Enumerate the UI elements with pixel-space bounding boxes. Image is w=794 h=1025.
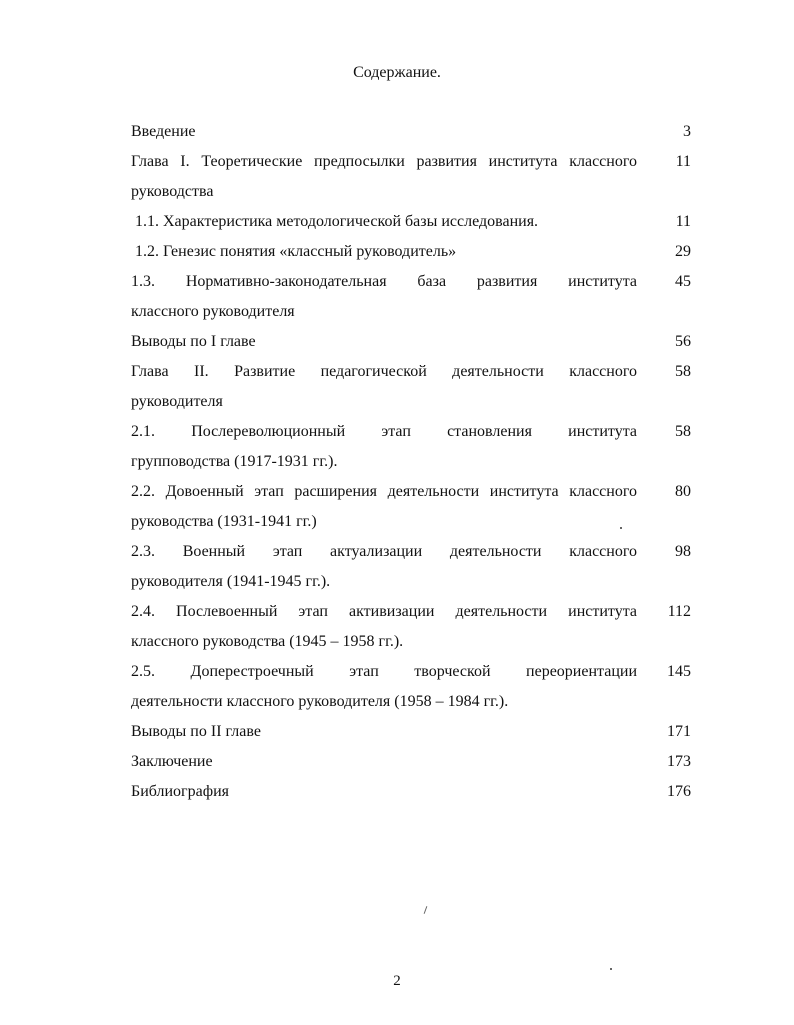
toc-entry-text: групповодства (1917-1931 гг.). [131,453,338,470]
toc-entry-text: 1.2. Генезис понятия «классный руководитель» [135,243,457,260]
toc-entry-conclusion [131,747,691,777]
toc-entry-section-2-1 [131,417,691,477]
toc-entry-page: 58 [675,363,691,380]
toc-entry-section-1-2 [131,237,691,267]
toc-entry-page: 29 [675,243,691,260]
toc-entry-text: 1.3. Нормативно-законодательная база развития института [131,273,637,290]
toc-entry-page: 112 [667,603,691,620]
toc-entry-text: 2.1. Послереволюционный этап становления института [131,423,637,440]
toc-entry-page: 58 [675,423,691,440]
toc-entry-section-2-3 [131,537,691,597]
toc-entry-section-2-4 [131,597,691,657]
toc-entry-text: Библиография [131,783,229,800]
toc-entry-text: 2.3. Военный этап актуализации деятельности классного [131,543,637,560]
scan-speck [610,968,612,970]
toc-entry-text: Глава II. Развитие педагогической деятельности классного [131,363,637,380]
toc-entry-section-1-1 [131,207,691,237]
page-number: 2 [393,973,401,989]
toc-entry-text: руководителя [131,393,223,410]
toc-entry-page: 145 [667,663,691,680]
toc-entry-introduction [131,117,691,147]
table-of-contents [131,117,691,807]
toc-entry-page: 173 [667,753,691,770]
page-title: Содержание. [353,64,441,81]
toc-entry-text: 2.5. Доперестроечный этап творческой переориентации [131,663,637,680]
toc-entry-page: 11 [675,213,691,230]
toc-entry-page: 11 [675,153,691,170]
scan-speck [424,906,428,914]
toc-entry-text: руководства [131,183,214,200]
toc-entry-page: 3 [683,123,691,140]
toc-entry-text: 2.2. Довоенный этап расширения деятельности института классного [131,483,637,500]
scan-speck [620,527,622,529]
toc-entry-text: руководства (1931-1941 гг.) [131,513,317,530]
toc-entry-page: 98 [675,543,691,560]
toc-entry-chapter-1 [131,147,691,207]
toc-entry-text: Глава I. Теоретические предпосылки развития института классного [131,153,637,170]
toc-entry-text: 1.1. Характеристика методологической базы исследования. [135,213,539,230]
toc-entry-conclusions-chapter-1 [131,327,691,357]
toc-entry-section-1-3 [131,267,691,327]
toc-entry-chapter-2 [131,357,691,417]
toc-entry-text: классного руководства (1945 – 1958 гг.). [131,633,404,650]
toc-entry-text: деятельности классного руководителя (1958 – 1984 гг.). [131,693,509,710]
toc-entry-text: Выводы по I главе [131,333,256,350]
toc-entry-page: 176 [667,783,691,800]
toc-entry-page: 80 [675,483,691,500]
toc-entry-section-2-5 [131,657,691,717]
toc-entry-bibliography [131,777,691,807]
toc-entry-page: 45 [675,273,691,290]
toc-entry-conclusions-chapter-2 [131,717,691,747]
toc-entry-text: Заключение [131,753,213,770]
toc-entry-page: 171 [667,723,691,740]
toc-entry-section-2-2 [131,477,691,537]
toc-entry-text: Введение [131,123,196,140]
toc-entry-text: руководителя (1941-1945 гг.). [131,573,331,590]
toc-entry-page: 56 [675,333,691,350]
toc-entry-text: Выводы по II главе [131,723,261,740]
toc-entry-text: 2.4. Послевоенный этап активизации деятельности института [131,603,637,620]
toc-entry-text: классного руководителя [131,303,295,320]
